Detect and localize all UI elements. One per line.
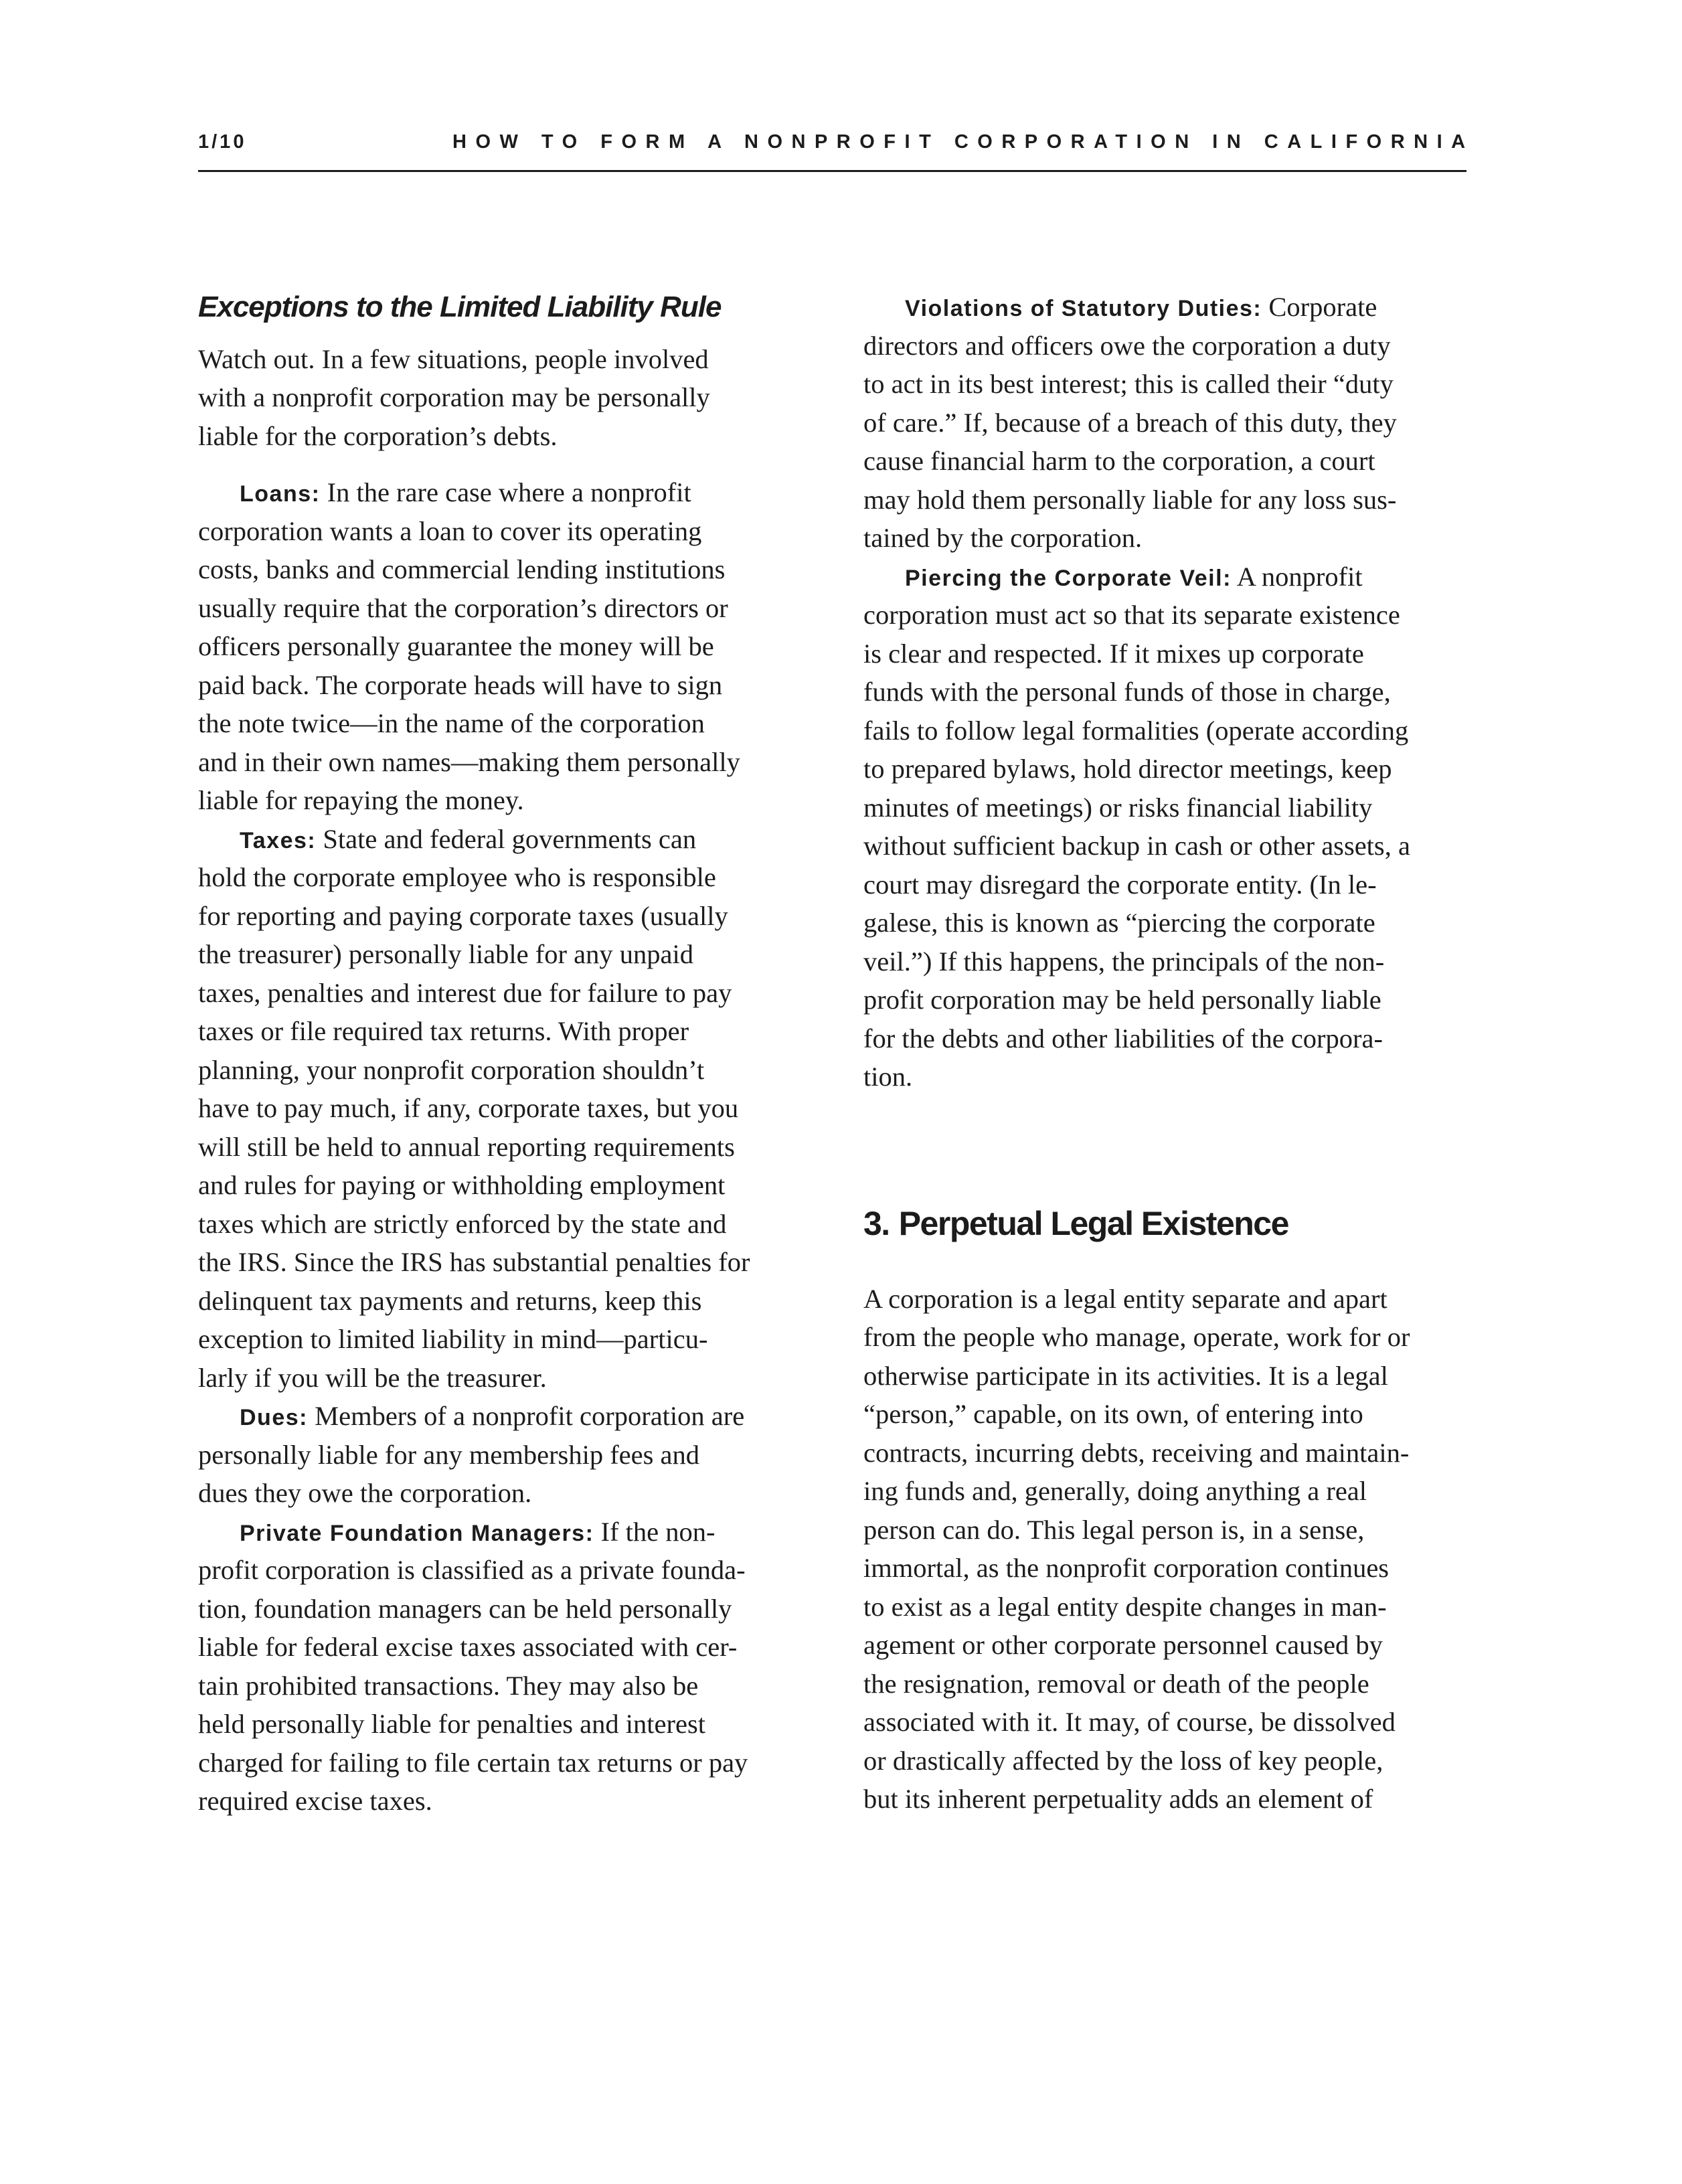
text-line — [198, 820, 786, 859]
section-heading-perpetual-existence — [863, 1203, 1462, 1244]
text-line: officers personally guarantee the money will be — [198, 631, 714, 661]
text-line: fails to follow legal formalities (operate according — [863, 715, 1409, 746]
text-line: taxes or file required tax returns. With proper — [198, 1016, 689, 1046]
text-line: immortal, as the nonprofit corporation continues — [863, 1553, 1390, 1583]
text-run: Corporate — [1262, 292, 1377, 322]
text-line: person can do. This legal person is, in a sense, — [863, 1514, 1365, 1545]
text-line: liable for federal excise taxes associated with cer- — [198, 1632, 738, 1662]
text-line: otherwise participate in its activities. It is a legal — [863, 1360, 1388, 1391]
text-line: the note twice—in the name of the corporation — [198, 708, 705, 738]
text-line: the resignation, removal or death of the people — [863, 1668, 1369, 1699]
text-line: liable for repaying the money. — [198, 785, 524, 815]
text-line: to prepared bylaws, hold director meetings, keep — [863, 754, 1392, 784]
text-line: directors and officers owe the corporation a duty — [863, 330, 1391, 361]
text-line: ing funds and, generally, doing anything a real — [863, 1476, 1367, 1506]
text-line: have to pay much, if any, corporate taxes, but you — [198, 1093, 739, 1123]
text-line: tion, foundation managers can be held personally — [198, 1593, 732, 1624]
text-line: and in their own names—making them personally — [198, 746, 740, 777]
text-run: A nonprofit — [1231, 561, 1363, 592]
text-line: charged for failing to file certain tax returns or pay — [198, 1747, 748, 1778]
text-line: required excise taxes. — [198, 1786, 432, 1816]
runin-label-piercing: Piercing the Corporate Veil: — [905, 565, 1232, 591]
dues-paragraph — [198, 1397, 786, 1513]
text-line: agement or other corporate personnel caused by — [863, 1630, 1383, 1660]
perpetual-existence-paragraph — [863, 1280, 1462, 1819]
text-line: costs, banks and commercial lending institutions — [198, 554, 726, 584]
running-title: HOW TO FORM A NONPROFIT CORPORATION IN CALIFORNIA — [452, 131, 1475, 153]
text-line — [198, 1397, 786, 1436]
taxes-paragraph — [198, 820, 786, 1398]
text-line: tion. — [863, 1062, 913, 1092]
text-line: tain prohibited transactions. They may also be — [198, 1670, 699, 1701]
text-line: will still be held to annual reporting requirements — [198, 1131, 735, 1162]
text-line — [198, 473, 786, 512]
loans-paragraph — [198, 473, 786, 820]
text-run: State and federal governments can — [316, 823, 697, 854]
piercing-paragraph — [863, 558, 1462, 1096]
text-run: Members of a nonprofit corporation are — [307, 1401, 745, 1431]
runin-label-violations: Violations of Statutory Duties: — [905, 296, 1262, 321]
text-line: A corporation is a legal entity separate and apart — [863, 1283, 1387, 1314]
text-line: delinquent tax payments and returns, keep this — [198, 1285, 702, 1316]
text-line: contracts, incurring debts, receiving and maintain- — [863, 1437, 1410, 1468]
text-line: “person,” capable, on its own, of entering into — [863, 1399, 1363, 1429]
left-column — [198, 288, 786, 1821]
subheading-exceptions: Exceptions to the Limited Liability Rule — [198, 290, 722, 323]
text-line: the IRS. Since the IRS has substantial penalties for — [198, 1247, 750, 1277]
text-line — [198, 1513, 786, 1551]
text-line: taxes, penalties and interest due for failure to pay — [198, 977, 732, 1008]
section-title: Perpetual Legal Existence — [898, 1204, 1288, 1242]
text-line: exception to limited liability in mind—particu- — [198, 1324, 708, 1354]
text-line: larly if you will be the treasurer. — [198, 1362, 547, 1393]
right-column — [863, 288, 1462, 1819]
text-line: to exist as a legal entity despite changes in man- — [863, 1591, 1387, 1622]
text-line: court may disregard the corporate entity. (In le- — [863, 869, 1377, 900]
text-line: of care.” If, because of a breach of this duty, they — [863, 407, 1397, 438]
text-line: for the debts and other liabilities of the corpora- — [863, 1023, 1383, 1054]
text-line: cause financial harm to the corporation, a court — [863, 446, 1375, 476]
text-line: to act in its best interest; this is called their “duty — [863, 369, 1394, 399]
runin-label-taxes: Taxes: — [240, 827, 317, 853]
running-header — [198, 131, 1475, 172]
text-line: dues they owe the corporation. — [198, 1478, 532, 1508]
text-line: corporation must act so that its separate existence — [863, 600, 1400, 630]
text-line: with a nonprofit corporation may be personally — [198, 382, 710, 412]
text-line — [863, 558, 1462, 596]
text-line: paid back. The corporate heads will have to sign — [198, 669, 723, 700]
runin-label-dues: Dues: — [240, 1405, 308, 1430]
runin-label-loans: Loans: — [240, 481, 321, 507]
text-line: the treasurer) personally liable for any unpaid — [198, 939, 693, 969]
section-number: 3. — [863, 1204, 890, 1242]
text-run: If the non- — [594, 1516, 716, 1547]
private-foundation-paragraph — [198, 1513, 786, 1821]
text-line: profit corporation is classified as a private founda- — [198, 1555, 746, 1585]
text-line: but its inherent perpetuality adds an element of — [863, 1784, 1373, 1814]
page-number: 1/10 — [198, 131, 247, 153]
text-line: for reporting and paying corporate taxes (usually — [198, 900, 728, 931]
text-line: personally liable for any membership fees and — [198, 1439, 699, 1470]
text-line: minutes of meetings) or risks financial liability — [863, 792, 1373, 823]
text-line: planning, your nonprofit corporation shouldn’t — [198, 1054, 705, 1085]
intro-paragraph — [198, 340, 786, 456]
text-line: funds with the personal funds of those in charge, — [863, 677, 1391, 707]
text-line: and rules for paying or withholding employment — [198, 1170, 726, 1200]
violations-paragraph — [863, 288, 1462, 558]
text-line: veil.”) If this happens, the principals of the non- — [863, 946, 1385, 977]
text-line: hold the corporate employee who is responsible — [198, 862, 716, 892]
text-line: is clear and respected. If it mixes up corporate — [863, 638, 1364, 669]
text-line: taxes which are strictly enforced by the state and — [198, 1208, 727, 1239]
runin-label-private-foundation: Private Foundation Managers: — [240, 1520, 594, 1546]
text-line: liable for the corporation’s debts. — [198, 420, 558, 451]
text-line: profit corporation may be held personally liable — [863, 985, 1381, 1015]
text-run: In the rare case where a nonprofit — [320, 477, 691, 507]
text-line: held personally liable for penalties and interest — [198, 1709, 705, 1739]
text-line: may hold them personally liable for any loss sus- — [863, 484, 1397, 515]
text-line: corporation wants a loan to cover its operating — [198, 515, 702, 546]
text-line: usually require that the corporation’s directors or — [198, 592, 728, 623]
text-line: galese, this is known as “piercing the corporate — [863, 908, 1375, 938]
text-line: associated with it. It may, of course, be dissolved — [863, 1707, 1396, 1737]
text-line: from the people who manage, operate, work for or — [863, 1322, 1410, 1352]
text-line: without sufficient backup in cash or other assets, a — [863, 831, 1410, 861]
text-line — [863, 288, 1462, 327]
text-line: or drastically affected by the loss of key people, — [863, 1745, 1383, 1776]
text-line: tained by the corporation. — [863, 523, 1143, 553]
text-line: Watch out. In a few situations, people involved — [198, 343, 709, 374]
